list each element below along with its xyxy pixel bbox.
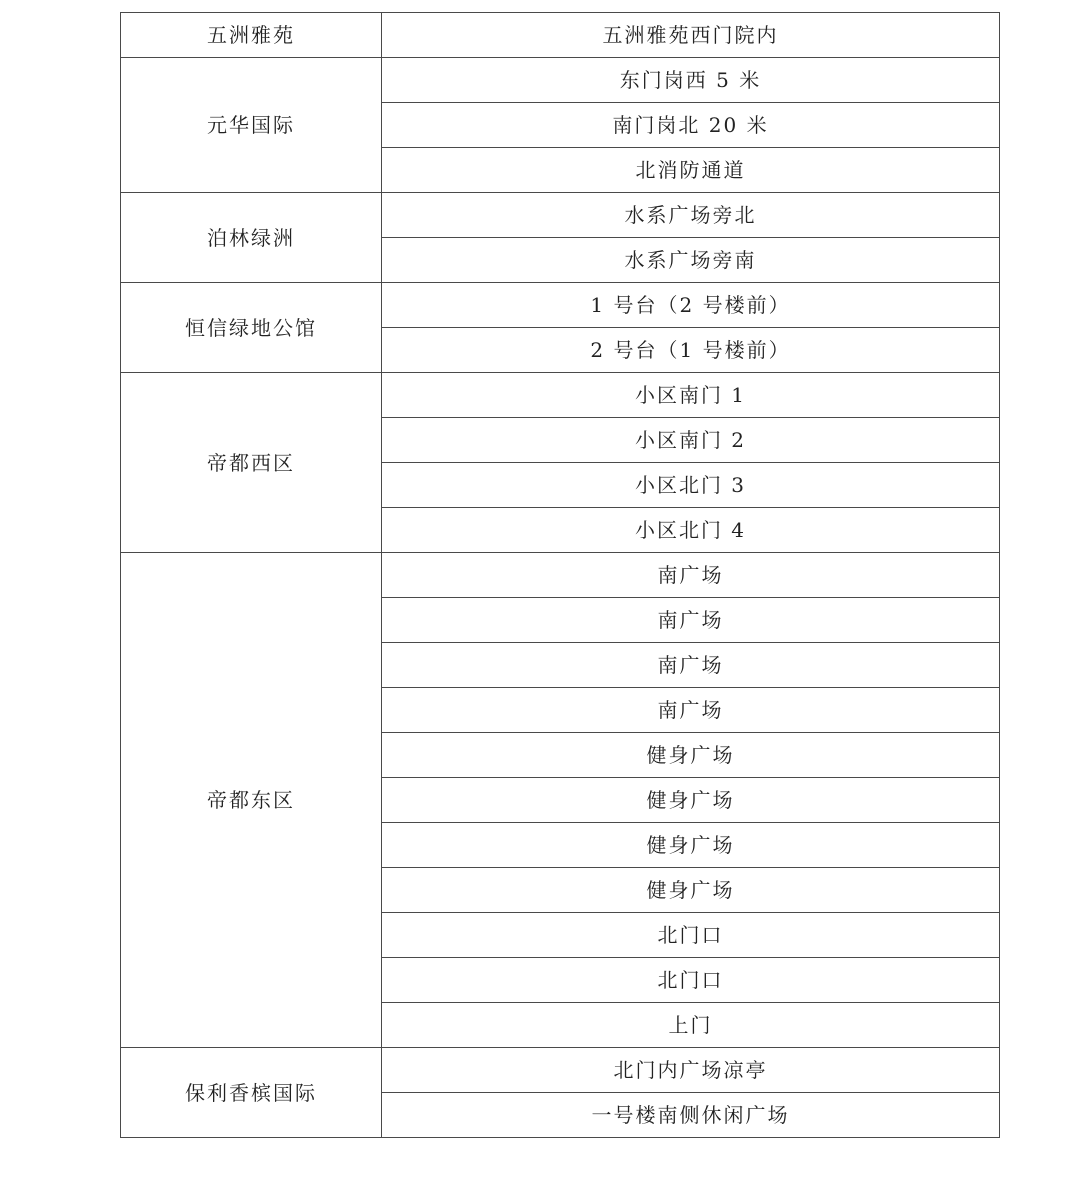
location-cell: 北门口: [382, 958, 1000, 1003]
location-cell: 南广场: [382, 643, 1000, 688]
community-name-cell: 帝都西区: [121, 373, 382, 553]
location-cell: 北门内广场凉亭: [382, 1048, 1000, 1093]
community-name-cell: 保利香槟国际: [121, 1048, 382, 1138]
table-row: [121, 193, 1000, 238]
location-cell: 健身广场: [382, 778, 1000, 823]
community-name-cell: 帝都东区: [121, 553, 382, 1048]
location-cell: 小区南门 1: [382, 373, 1000, 418]
community-name-cell: 五洲雅苑: [121, 13, 382, 58]
location-cell: 北门口: [382, 913, 1000, 958]
location-cell: 一号楼南侧休闲广场: [382, 1093, 1000, 1138]
location-cell: 南广场: [382, 553, 1000, 598]
table-row: [121, 13, 1000, 58]
table-row: [121, 1048, 1000, 1093]
location-cell: 小区北门 3: [382, 463, 1000, 508]
location-cell: 东门岗西 5 米: [382, 58, 1000, 103]
location-cell: 小区南门 2: [382, 418, 1000, 463]
location-cell: 上门: [382, 1003, 1000, 1048]
location-cell: 2 号台（1 号楼前）: [382, 328, 1000, 373]
location-cell: 水系广场旁北: [382, 193, 1000, 238]
location-cell: 健身广场: [382, 868, 1000, 913]
location-cell: 南门岗北 20 米: [382, 103, 1000, 148]
community-name-cell: 恒信绿地公馆: [121, 283, 382, 373]
location-cell: 小区北门 4: [382, 508, 1000, 553]
location-cell: 健身广场: [382, 823, 1000, 868]
table-row: [121, 283, 1000, 328]
location-cell: 五洲雅苑西门院内: [382, 13, 1000, 58]
table-row: [121, 373, 1000, 418]
location-cell: 南广场: [382, 688, 1000, 733]
community-name-cell: 泊林绿洲: [121, 193, 382, 283]
community-name-cell: 元华国际: [121, 58, 382, 193]
location-cell: 1 号台（2 号楼前）: [382, 283, 1000, 328]
location-cell: 水系广场旁南: [382, 238, 1000, 283]
location-table: [120, 12, 1000, 1138]
location-cell: 南广场: [382, 598, 1000, 643]
table-row: [121, 58, 1000, 103]
location-table-body: [121, 13, 1000, 1138]
location-cell: 北消防通道: [382, 148, 1000, 193]
location-cell: 健身广场: [382, 733, 1000, 778]
table-row: [121, 553, 1000, 598]
